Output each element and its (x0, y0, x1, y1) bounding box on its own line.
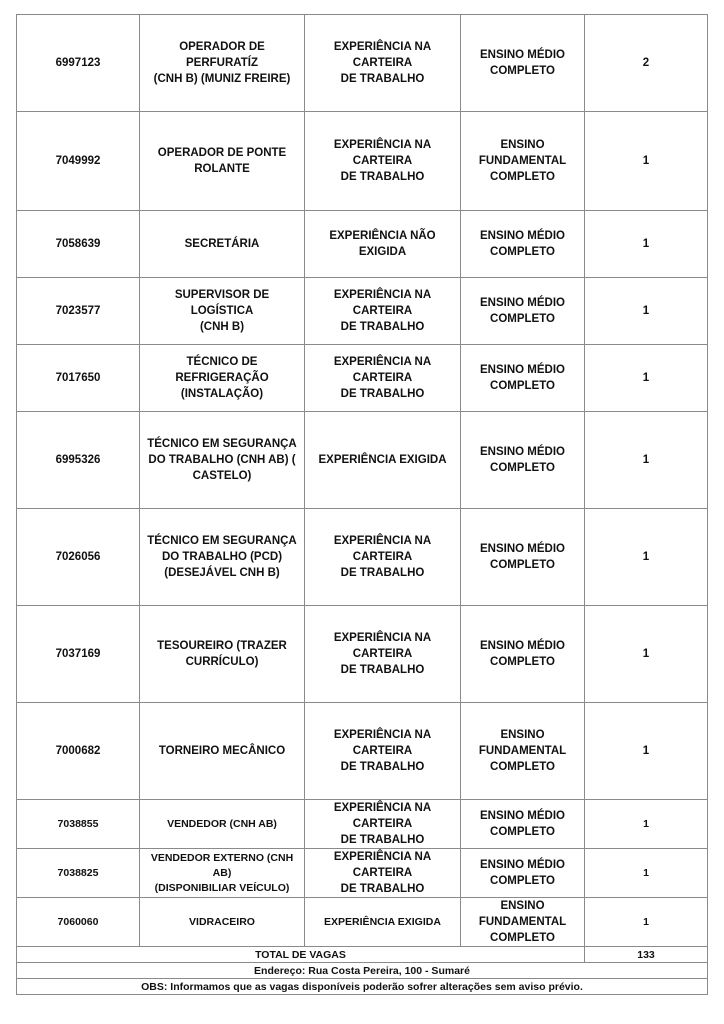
job-code-cell: 7058639 (17, 211, 140, 278)
job-code-cell: 7023577 (17, 278, 140, 345)
education-cell: ENSINO FUNDAMENTAL COMPLETO (461, 898, 585, 947)
table-row (17, 898, 708, 947)
address-text: Endereço: Rua Costa Pereira, 100 - Sumaré (17, 963, 708, 979)
job-code-cell: 7060060 (17, 898, 140, 947)
vacancies-cell: 1 (585, 278, 708, 345)
vacancies-cell: 1 (585, 412, 708, 509)
total-value: 133 (585, 947, 708, 963)
education-cell: ENSINO MÉDIO COMPLETO (461, 800, 585, 849)
experience-cell: EXPERIÊNCIA EXIGIDA (305, 898, 461, 947)
vacancies-cell: 1 (585, 703, 708, 800)
experience-cell: EXPERIÊNCIA NA CARTEIRA DE TRABALHO (305, 849, 461, 898)
occupation-cell: SECRETÁRIA (140, 211, 305, 278)
job-listing-sheet (16, 14, 707, 995)
experience-cell: EXPERIÊNCIA NA CARTEIRA DE TRABALHO (305, 606, 461, 703)
occupation-cell: VENDEDOR EXTERNO (CNH AB) (DISPONIBILIAR VEÍCULO) (140, 849, 305, 898)
note-row (17, 979, 708, 995)
occupation-cell: TÉCNICO DE REFRIGERAÇÃO (INSTALAÇÃO) (140, 345, 305, 412)
education-cell: ENSINO FUNDAMENTAL COMPLETO (461, 112, 585, 211)
vacancies-cell: 1 (585, 345, 708, 412)
education-cell: ENSINO MÉDIO COMPLETO (461, 345, 585, 412)
experience-cell: EXPERIÊNCIA NA CARTEIRA DE TRABALHO (305, 345, 461, 412)
occupation-cell: TÉCNICO EM SEGURANÇA DO TRABALHO (CNH AB) ( CASTELO) (140, 412, 305, 509)
experience-cell: EXPERIÊNCIA NA CARTEIRA DE TRABALHO (305, 703, 461, 800)
vacancies-cell: 1 (585, 898, 708, 947)
education-cell: ENSINO MÉDIO COMPLETO (461, 509, 585, 606)
job-code-cell: 7049992 (17, 112, 140, 211)
vacancies-cell: 1 (585, 849, 708, 898)
table-row (17, 211, 708, 278)
education-cell: ENSINO FUNDAMENTAL COMPLETO (461, 703, 585, 800)
experience-cell: EXPERIÊNCIA NA CARTEIRA DE TRABALHO (305, 509, 461, 606)
experience-cell: EXPERIÊNCIA NA CARTEIRA DE TRABALHO (305, 15, 461, 112)
job-code-cell: 6997123 (17, 15, 140, 112)
table-row (17, 112, 708, 211)
education-cell: ENSINO MÉDIO COMPLETO (461, 606, 585, 703)
education-cell: ENSINO MÉDIO COMPLETO (461, 15, 585, 112)
job-code-cell: 7017650 (17, 345, 140, 412)
total-row (17, 947, 708, 963)
experience-cell: EXPERIÊNCIA NÃO EXIGIDA (305, 211, 461, 278)
occupation-cell: OPERADOR DE PERFURATÍZ (CNH B) (MUNIZ FREIRE) (140, 15, 305, 112)
table-row (17, 278, 708, 345)
table-row (17, 849, 708, 898)
education-cell: ENSINO MÉDIO COMPLETO (461, 278, 585, 345)
table-footer (17, 947, 708, 995)
vacancies-cell: 1 (585, 606, 708, 703)
job-code-cell: 7038855 (17, 800, 140, 849)
table-row (17, 509, 708, 606)
occupation-cell: TESOUREIRO (TRAZER CURRÍCULO) (140, 606, 305, 703)
vacancies-cell: 1 (585, 509, 708, 606)
vacancies-cell: 1 (585, 112, 708, 211)
occupation-cell: VENDEDOR (CNH AB) (140, 800, 305, 849)
vacancy-rows (17, 15, 708, 947)
job-code-cell: 7038825 (17, 849, 140, 898)
occupation-cell: SUPERVISOR DE LOGÍSTICA (CNH B) (140, 278, 305, 345)
table-row (17, 606, 708, 703)
education-cell: ENSINO MÉDIO COMPLETO (461, 849, 585, 898)
occupation-cell: VIDRACEIRO (140, 898, 305, 947)
occupation-cell: TORNEIRO MECÂNICO (140, 703, 305, 800)
table-row (17, 412, 708, 509)
occupation-cell: OPERADOR DE PONTE ROLANTE (140, 112, 305, 211)
job-code-cell: 7037169 (17, 606, 140, 703)
education-cell: ENSINO MÉDIO COMPLETO (461, 211, 585, 278)
vacancies-cell: 2 (585, 15, 708, 112)
occupation-cell: TÉCNICO EM SEGURANÇA DO TRABALHO (PCD) (DESEJÁVEL CNH B) (140, 509, 305, 606)
job-code-cell: 7000682 (17, 703, 140, 800)
table-row (17, 703, 708, 800)
vacancies-cell: 1 (585, 211, 708, 278)
experience-cell: EXPERIÊNCIA NA CARTEIRA DE TRABALHO (305, 278, 461, 345)
vacancies-cell: 1 (585, 800, 708, 849)
job-code-cell: 7026056 (17, 509, 140, 606)
experience-cell: EXPERIÊNCIA NA CARTEIRA DE TRABALHO (305, 800, 461, 849)
experience-cell: EXPERIÊNCIA NA CARTEIRA DE TRABALHO (305, 112, 461, 211)
table-row (17, 800, 708, 849)
address-row (17, 963, 708, 979)
total-label: TOTAL DE VAGAS (17, 947, 585, 963)
job-vacancies-table (16, 14, 708, 995)
table-row (17, 345, 708, 412)
job-code-cell: 6995326 (17, 412, 140, 509)
disclaimer-note: OBS: Informamos que as vagas disponíveis poderão sofrer alterações sem aviso prévio. (17, 979, 708, 995)
table-row (17, 15, 708, 112)
education-cell: ENSINO MÉDIO COMPLETO (461, 412, 585, 509)
experience-cell: EXPERIÊNCIA EXIGIDA (305, 412, 461, 509)
